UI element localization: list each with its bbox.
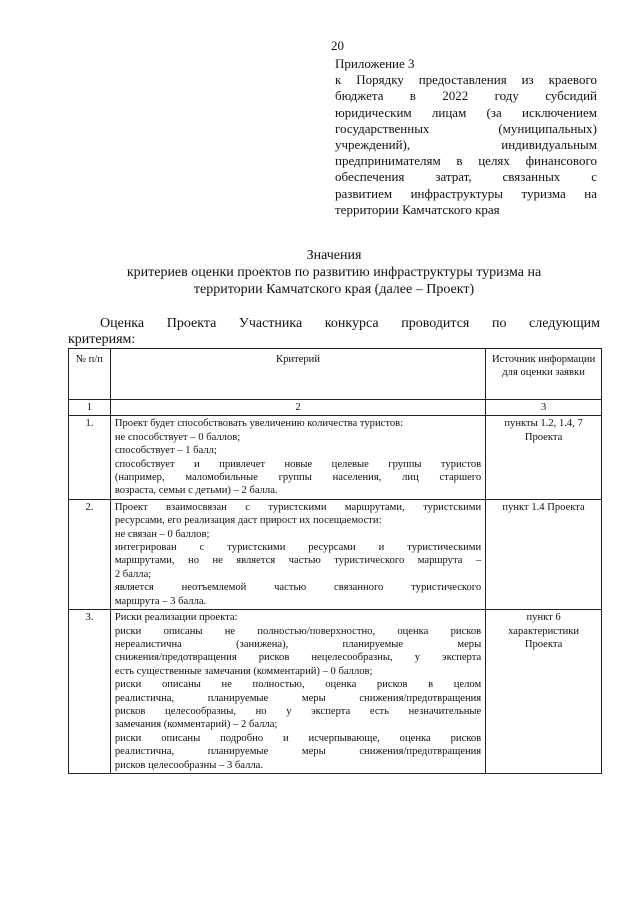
title-line-2: критериев оценки проектов по развитию инфраструктуры туризма на <box>126 265 542 280</box>
appendix-line: обеспечения затрат, связанных с <box>335 169 597 185</box>
criterion-cell <box>110 499 485 609</box>
appendix-block <box>335 56 597 218</box>
intro-line-1: Оценка Проекта Участника конкурса проводится по следующим <box>100 316 600 331</box>
row-number: 1. <box>69 416 111 499</box>
criterion-line: не способствует – 0 баллов; <box>114 431 241 443</box>
title-line-1: Значения <box>306 248 362 263</box>
document-title <box>68 247 600 298</box>
criterion-line: ресурсами, его реализация даст прирост их посещаемости: <box>114 515 382 527</box>
header-num: № п/п <box>69 349 111 400</box>
criterion-line: способствует и привлечет новые целевые группы туристов <box>114 458 482 470</box>
intro-paragraph <box>68 316 600 348</box>
criterion-line: не связан – 0 баллов; <box>114 528 210 540</box>
row-number: 2. <box>69 499 111 609</box>
criterion-line: Проект будет способствовать увеличению количества туристов: <box>114 418 404 430</box>
criterion-line: способствует – 1 балл; <box>114 445 217 457</box>
criterion-cell <box>110 416 485 499</box>
appendix-line: к Порядку предоставления из краевого <box>335 72 597 88</box>
row-number: 3. <box>69 610 111 774</box>
page-number: 20 <box>331 38 344 53</box>
table-index-row <box>69 400 602 416</box>
criterion-line: (например, маломобильные группы населения, лиц старшего <box>114 472 482 484</box>
criterion-line: рисков целесообразны, но у эксперта есть незначительные <box>114 705 482 717</box>
appendix-line: территории Камчатского края <box>335 201 500 217</box>
criterion-line: 2 балла; <box>114 568 152 580</box>
criterion-cell <box>110 610 485 774</box>
appendix-line: предпринимателям в целях финансового <box>335 153 597 169</box>
criterion-line: маршрутами, но не является частью туристического маршрута – <box>114 555 482 567</box>
index-cell: 2 <box>110 400 485 416</box>
appendix-body <box>335 72 597 218</box>
title-line-3: территории Камчатского края (далее – Проект) <box>193 282 475 297</box>
criterion-line: риски описаны не полностью/поверхностно, оценка рисков <box>114 625 482 637</box>
criterion-line: возраста, семьи с детьми) – 2 балла. <box>114 485 278 497</box>
intro-line-2: критериям: <box>68 332 136 347</box>
header-criterion: Критерий <box>110 349 485 400</box>
appendix-line: учреждений), индивидуальным <box>335 137 597 153</box>
source-cell: пункт 6 характеристики Проекта <box>486 610 602 774</box>
criterion-line: реалистична, планируемые меры снижения/предотвращения <box>114 746 482 758</box>
appendix-line: развитием инфраструктуры туризма на <box>335 185 597 201</box>
appendix-title: Приложение 3 <box>335 56 415 71</box>
criterion-line: реалистична, планируемые меры снижения/предотвращения <box>114 692 482 704</box>
index-cell: 3 <box>486 400 602 416</box>
appendix-line: бюджета в 2022 году субсидий <box>335 88 597 104</box>
criterion-line: Риски реализации проекта: <box>114 612 238 624</box>
criterion-line: рисков целесообразны – 3 балла. <box>114 759 264 771</box>
index-cell: 1 <box>69 400 111 416</box>
criterion-line: является неотъемлемой частью связанного туристического <box>114 582 482 594</box>
source-cell: пункт 1.4 Проекта <box>486 499 602 609</box>
criterion-line: есть существенные замечания (комментарий) – 0 баллов; <box>114 665 373 677</box>
criterion-line: риски описаны не полностью, оценка рисков в целом <box>114 679 482 691</box>
criterion-line: замечания (комментарий) – 2 балла; <box>114 719 278 731</box>
criterion-line: Проект взаимосвязан с туристскими маршрутами, туристскими <box>114 501 482 513</box>
header-source: Источник информации для оценки заявки <box>486 349 602 400</box>
appendix-line: юридическим лицам (за исключением <box>335 104 597 120</box>
criterion-line: маршрута – 3 балла. <box>114 595 207 607</box>
table-header-row <box>69 349 602 400</box>
table-row <box>69 610 602 774</box>
source-cell: пункты 1.2, 1.4, 7 Проекта <box>486 416 602 499</box>
table-row <box>69 416 602 499</box>
table-row <box>69 499 602 609</box>
criterion-line: интегрирован с туристскими ресурсами и туристическими <box>114 542 482 554</box>
appendix-line: государственных (муниципальных) <box>335 120 597 136</box>
criterion-line: риски описаны подробно и исчерпывающе, оценка рисков <box>114 732 482 744</box>
criteria-table <box>68 348 602 774</box>
criterion-line: нереалистична (занижена), планируемые меры <box>114 638 482 650</box>
criterion-line: снижения/предотвращения рисков нецелесообразны, у эксперта <box>114 652 482 664</box>
